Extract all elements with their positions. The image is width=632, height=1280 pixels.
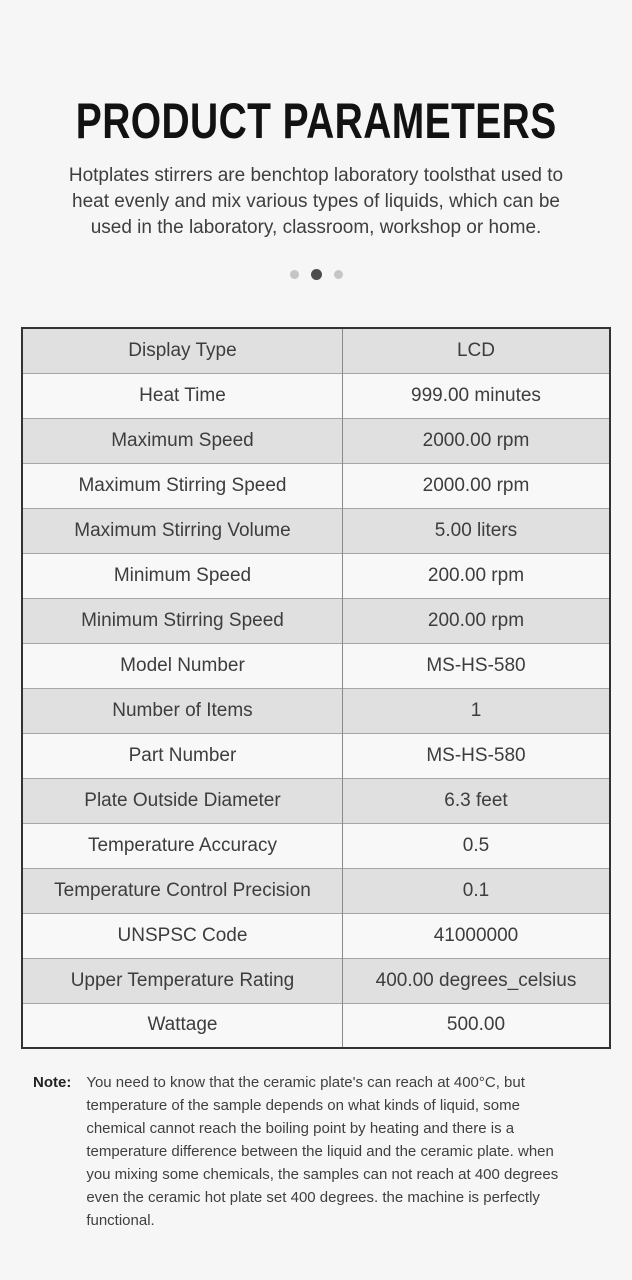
parameter-name-cell: Number of Items [22,688,342,733]
carousel-dots [0,268,632,280]
parameter-value-cell: 41000000 [342,913,610,958]
table-row [22,958,610,1003]
note-section [33,1071,602,1232]
parameter-name-cell: Maximum Speed [22,418,342,463]
parameter-name-cell: Display Type [22,328,342,373]
parameter-name-cell: Maximum Stirring Speed [22,463,342,508]
parameter-value-cell: 0.5 [342,823,610,868]
page-description: Hotplates stirrers are benchtop laboratory toolsthat used to heat evenly and mix various types of liquids, which can be used in the laboratory, classroom, workshop or home. [68,165,564,238]
parameter-name-cell: Heat Time [22,373,342,418]
parameter-name-cell: Minimum Stirring Speed [22,598,342,643]
parameter-value-cell: 1 [342,688,610,733]
table-row [22,688,610,733]
parameter-value-cell: 200.00 rpm [342,553,610,598]
table-row [22,823,610,868]
parameter-name-cell: Temperature Accuracy [22,823,342,868]
parameter-name-cell: Temperature Control Precision [22,868,342,913]
parameter-value-cell: MS-HS-580 [342,643,610,688]
carousel-dot[interactable] [334,270,343,279]
table-row [22,598,610,643]
parameter-value-cell: 0.1 [342,868,610,913]
parameter-name-cell: UNSPSC Code [22,913,342,958]
parameter-value-cell: 2000.00 rpm [342,418,610,463]
parameter-name-cell: Part Number [22,733,342,778]
parameter-name-cell: Plate Outside Diameter [22,778,342,823]
table-row [22,373,610,418]
parameter-value-cell: MS-HS-580 [342,733,610,778]
parameter-value-cell: 400.00 degrees_celsius [342,958,610,1003]
parameters-table [21,327,611,1049]
table-row [22,643,610,688]
note-text: You need to know that the ceramic plate's can reach at 400°C, but temperature of the sample depends on what kinds of liquid, some chemical cannot reach the boiling point by heating and there is a temperature difference between the liquid and the ceramic plate. when you mixing some chemicals, the samples can not reach at 400 degrees even the ceramic hot plate set 400 degrees. the machine is perfectly functional. [86,1074,559,1229]
parameter-name-cell: Minimum Speed [22,553,342,598]
parameter-name-cell: Model Number [22,643,342,688]
table-row [22,418,610,463]
table-row [22,778,610,823]
table-row [22,463,610,508]
parameter-value-cell: 500.00 [342,1003,610,1048]
table-row [22,868,610,913]
parameter-value-cell: 5.00 liters [342,508,610,553]
parameter-name-cell: Upper Temperature Rating [22,958,342,1003]
page-title: PRODUCT PARAMETERS [75,93,557,149]
parameter-value-cell: 2000.00 rpm [342,463,610,508]
parameter-value-cell: 999.00 minutes [342,373,610,418]
parameter-value-cell: 200.00 rpm [342,598,610,643]
table-row [22,328,610,373]
table-row [22,553,610,598]
carousel-dot[interactable] [290,270,299,279]
carousel-dot-active[interactable] [311,269,322,280]
table-row [22,733,610,778]
note-label: Note: [33,1074,72,1091]
table-row [22,508,610,553]
parameter-value-cell: 6.3 feet [342,778,610,823]
parameter-name-cell: Wattage [22,1003,342,1048]
parameter-value-cell: LCD [342,328,610,373]
parameter-name-cell: Maximum Stirring Volume [22,508,342,553]
table-row [22,1003,610,1048]
title-container [0,0,632,150]
table-row [22,913,610,958]
